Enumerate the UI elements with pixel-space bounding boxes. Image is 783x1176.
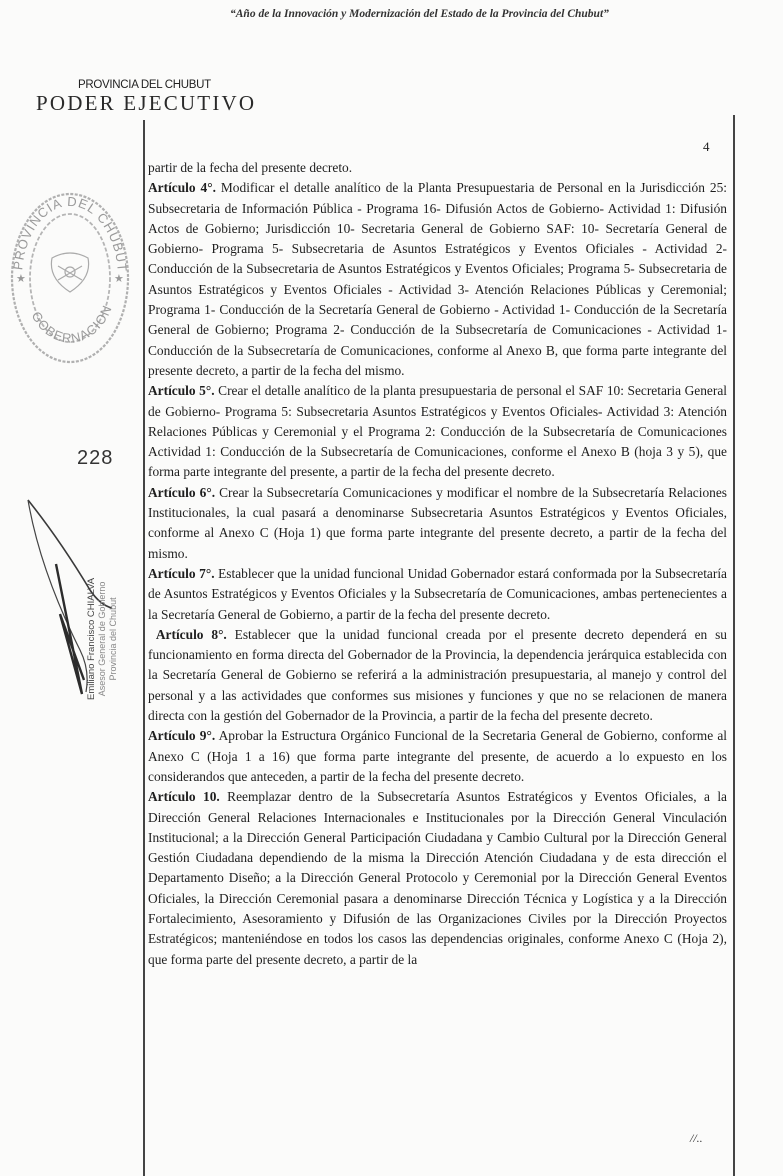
page-number: 4 [703,139,710,154]
official-seal-icon [8,188,132,364]
header-motto: “Año de la Innovación y Modernización del Estado de la Provincia del Chubut” [230,8,609,20]
header-branch: PODER EJECUTIVO [36,91,257,115]
signer-title: Asesor General de Gobierno [97,581,107,697]
signer-province: Provincia del Chubut [108,597,118,681]
article-heading: Artículo 5°. [148,383,215,399]
article-heading: Artículo 6°. [148,484,216,500]
article-text: Reemplazar dentro de la Subsecretaría Asuntos Estratégicos y Eventos Oficiales, a la Dirección General Relaciones Internacionales e Institucionales por la Dirección General Vinculación Institucional; a la Dirección General Participación Ciudadana y Cambio Cultural por la Dirección General Gestión Ciudadana dependiendo de la misma la Dirección Atención Ciudadana y de esta dirección el Departamento Diseño; a la Dirección General Protocolo y Ceremonial por la Dirección General Eventos Oficiales, la Dirección Ceremonial pasara a denominarse Dirección Técnica y Logística y a la Dirección Fortalecimiento, Asesoramiento y Difusión de las Organizaciones Civiles por la Dirección Proyectos Estratégicos; manteniéndose en todos los casos las dependencias originales, conforme Anexo C (Hoja 2), que forma parte del presente decreto, a partir de la [148,789,727,967]
decree-body [148,158,727,970]
article-text: Establecer que la unidad funcional creada por el presente decreto dependerá en su funcionamiento en forma directa del Gobernador de la Provincia, la dependencia jerárquica establecida con la Secretaría General de Gobierno se referirá a la administración presupuestaria, al manejo y control del personal y a las actividades que conformes sus misiones y funciones y que no se relacionen de manera directa con la gestión del Gobernador de la Provincia, a partir de la fecha del presente decreto. [148,626,727,724]
article-heading: Artículo 9°. [148,728,216,744]
header-province: PROVINCIA DEL CHUBUT [78,79,211,91]
article-text: Establecer que la unidad funcional Unidad Gobernador estará conformada por la Subsecretaría de Asuntos Estratégicos y Eventos Oficiales y la Subsecretaría de Comunicaciones, ambas pertenecientes a la Secretaría General de Gobierno, a partir de la fecha del presente decreto. [148,565,727,622]
svg-text:★: ★ [16,273,26,285]
article-heading: Artículo 4°. [148,180,216,196]
article-heading: Artículo 8°. [155,626,227,642]
article-heading: Artículo 10. [148,789,220,805]
article-9 [148,726,727,787]
intro-line: partir de la fecha del presente decreto. [148,160,353,175]
article-10 [148,787,727,970]
folio-number: 228 [77,447,114,469]
article-text: Aprobar la Estructura Orgánico Funcional de la Secretaria General de Gobierno, conforme al Anexo C (Hoja 1 a 16) que forma parte integrante del presente, de acuerdo a lo expuesto en los considerandos que anteceden, a partir de la fecha del presente decreto. [148,728,727,784]
article-5 [148,381,727,482]
article-6 [148,483,727,564]
svg-text:GOBERNACION: GOBERNACION [28,302,115,346]
article-text: Modificar el detalle analítico de la Planta Presupuestaria de Personal en la Jurisdicción 25: Subsecretaria de Información Pública - Programa 16- Difusión Actos de Gobierno- Actividad 1: Difusión Actos de Gobierno; Jurisdicción 10- Secretaria General de Gobierno SAF: 10- Secretaría General de Gobierno- Programa 5- Subsecretaria de Asuntos Estratégicos y Eventos Oficiales - Actividad 2- Conducción de la Subsecretaria de Asuntos Estratégicos y Eventos Oficiales; Programa 5- Subsecretaria de Asuntos Estratégicos y Eventos Oficiales - Actividad 3- Atención Relaciones Públicas y Ceremonial; Programa 1- Conducción de la Secretaría General de Gobierno - Actividad 1- Conducción de la Secretaría General de Gobierno; Programa 2- Conducción de la Subsecretaría de Comunicaciones - Actividad 1- Conducción de la Subsecretaría de Comunicaciones, conforme al Anexo B, que forma parte integrante del presente decreto, a partir de la fecha del mismo. [148,180,727,378]
right-margin-rule [733,115,735,1176]
signer-name: Emiliano Francisco CHIALVA [86,577,97,700]
svg-text:★: ★ [114,273,124,285]
article-4 [148,178,727,381]
signature-stamp [86,578,119,700]
article-heading: Artículo 7°. [148,565,215,581]
svg-text:PROVINCIA DEL CHUBUT: PROVINCIA DEL CHUBUT [10,193,130,273]
article-8 [148,625,727,726]
left-margin-rule [143,120,145,1176]
continuation-mark: //.. [690,1131,703,1145]
article-7 [148,564,727,625]
article-text: Crear el detalle analítico de la planta presupuestaria de personal el SAF 10: Secretaria General de Gobierno- Programa 5: Subsecretaria Asuntos Estratégicos y Eventos Oficiales- Actividad 3: Atención Relaciones Públicas y Ceremonial y el Programa 2: Conducción de la Subsecretaría de Comunicaciones Actividad 1: Conducción de la Subsecretaría de Comunicaciones, conforme el Anexo B (hoja 3 y 5), que forma parte integrante del presente, a partir de la fecha del presente decreto. [148,383,727,480]
article-text: Crear la Subsecretaría Comunicaciones y modificar el nombre de la Subsecretaría Relaciones Institucionales, la cual pasará a denominarse Subsecretaria Asuntos Estratégicos y Eventos Oficiales, conforme al Anexo C (Hoja 1) que forma parte integrante del presente decreto, a partir de la fecha del mismo. [148,484,727,561]
